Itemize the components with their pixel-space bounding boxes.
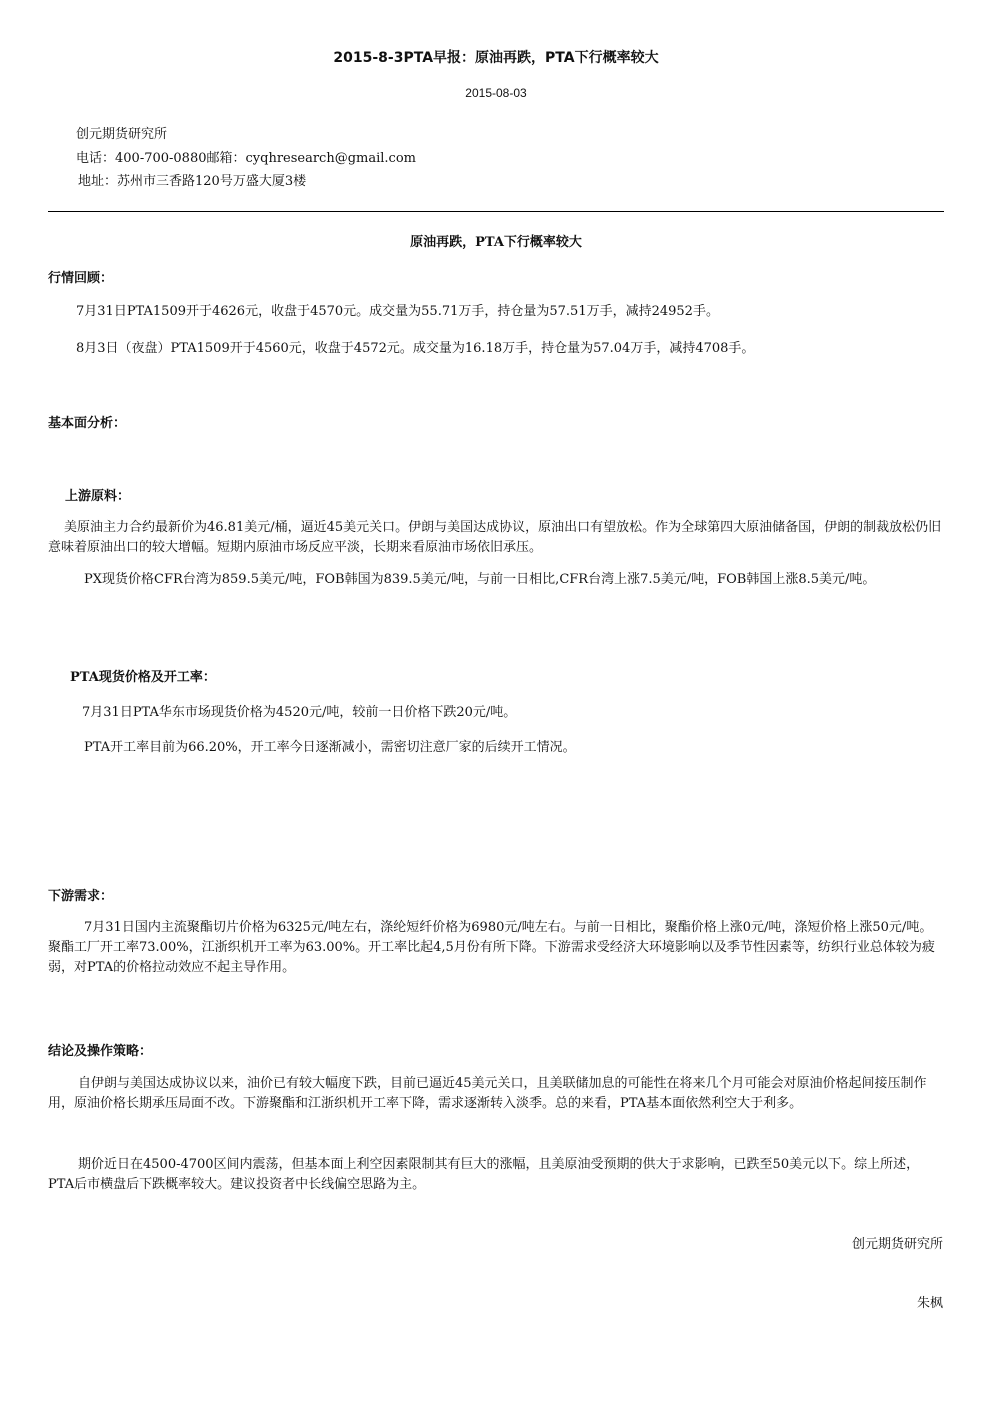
heading-market-review: 行情回顾： <box>48 271 114 286</box>
upstream-paragraph-2: PX现货价格CFR台湾为859.5美元/吨，FOB韩国为839.5美元/吨，与前一日相比,CFR台湾上涨7.5美元/吨，FOB韩国上涨8.5美元/吨。 <box>84 572 876 587</box>
market-review-paragraph-1: 7月31日PTA1509开于4626元，收盘于4570元。成交量为55.71万手，持仓量为57.51万手，减持24952手。 <box>76 304 719 319</box>
heading-fundamentals: 基本面分析： <box>48 416 127 431</box>
address-line: 地址：苏州市三香路120号万盛大厦3楼 <box>78 174 307 189</box>
upstream-paragraph-1: 美原油主力合约最新价为46.81美元/桶，逼近45美元关口。伊朗与美国达成协议，原油出口有望放松。作为全球第四大原油储备国，伊朗的制裁放松仍旧意味着原油出口的较大增幅。短期内原油市场反应平淡，长期来看原油市场依旧承压。 <box>48 520 942 555</box>
heading-conclusion: 结论及操作策略： <box>48 1044 153 1059</box>
spot-paragraph-2: PTA开工率目前为66.20%，开工率今日逐渐减小，需密切注意厂家的后续开工情况。 <box>84 740 576 755</box>
document-date: 2015-08-03 <box>465 86 527 100</box>
conclusion-paragraph-1: 自伊朗与美国达成协议以来，油价已有较大幅度下跌，目前已逼近45美元关口，且美联储加息的可能性在将来几个月可能会对原油价格起间接压制作用，原油价格长期承压局面不改。下游聚酯和江浙织机开工率下降，需求逐渐转入淡季。总的来看，PTA基本面依然利空大于利多。 <box>48 1076 927 1111</box>
institution-name: 创元期货研究所 <box>76 127 168 142</box>
header-divider <box>48 211 944 212</box>
heading-upstream: 上游原料： <box>65 489 131 504</box>
heading-spot-price: PTA现货价格及开工率： <box>70 670 216 685</box>
downstream-paragraph-1: 7月31日国内主流聚酯切片价格为6325元/吨左右，涤纶短纤价格为6980元/吨左右。与前一日相比，聚酯价格上涨0元/吨，涤短价格上涨50元/吨。聚酯工厂开工率73.00%，江浙织机开工率为63.00%。开工率比起4,5月份有所下降。下游需求受经济大环境影响以及季节性因素等，纺织行业总体较为疲弱，对PTA的价格拉动效应不起主导作用。 <box>48 920 935 975</box>
article-subtitle: 原油再跌，PTA下行概率较大 <box>410 235 582 250</box>
signature-institution: 创元期货研究所 <box>851 1237 943 1252</box>
contact-line: 电话：400-700-0880邮箱：cyqhresearch@gmail.com <box>76 151 416 166</box>
market-review-paragraph-2: 8月3日（夜盘）PTA1509开于4560元，收盘于4572元。成交量为16.18万手，持仓量为57.04万手，减持4708手。 <box>76 341 755 356</box>
signature-author: 朱枫 <box>916 1296 943 1311</box>
spot-paragraph-1: 7月31日PTA华东市场现货价格为4520元/吨，较前一日价格下跌20元/吨。 <box>82 705 517 720</box>
conclusion-paragraph-2: 期价近日在4500-4700区间内震荡，但基本面上利空因素限制其有巨大的涨幅，且美原油受预期的供大于求影响，已跌至50美元以下。综上所述，PTA后市横盘后下跌概率较大。建议投资者中长线偏空思路为主。 <box>48 1157 920 1192</box>
heading-downstream: 下游需求： <box>48 889 114 904</box>
document-title: 2015-8-3PTA早报：原油再跌，PTA下行概率较大 <box>333 50 659 66</box>
